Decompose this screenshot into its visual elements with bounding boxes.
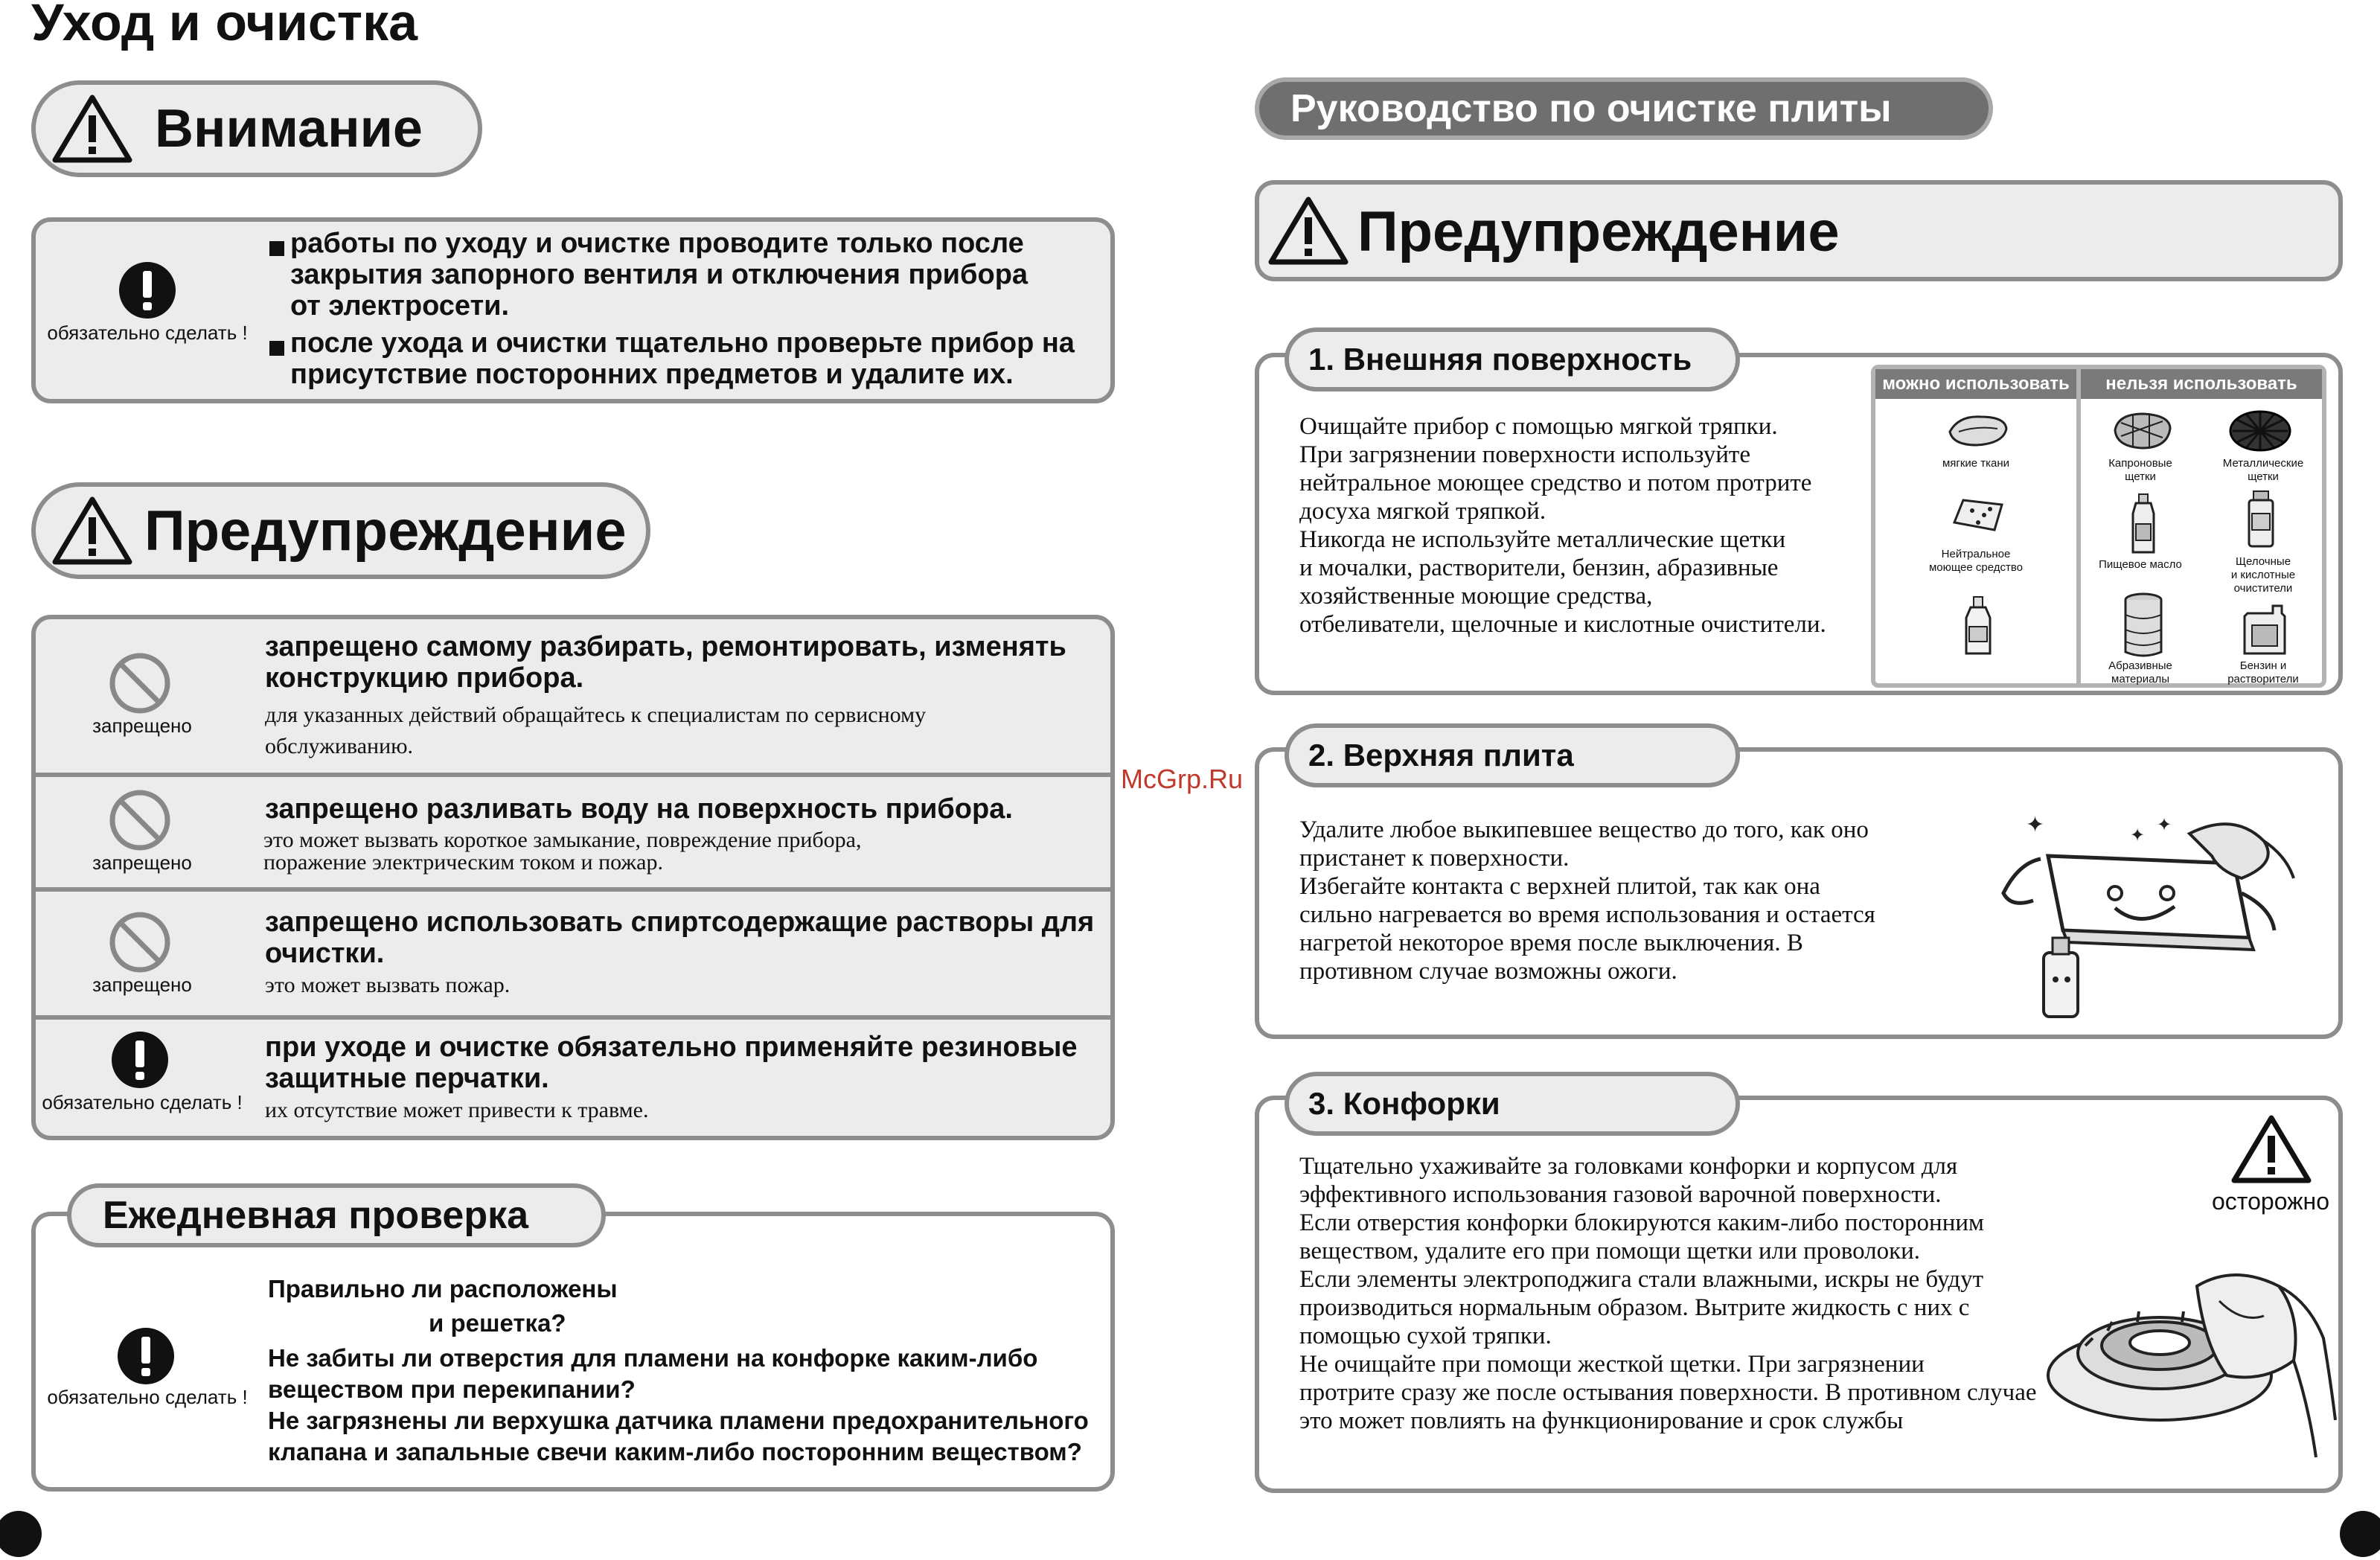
attention-item-1: работы по уходу и очистке проводите только после закрытия запорного вентиля и отключения прибора от электросети. — [290, 228, 1029, 322]
section-1-title: 1. Внешняя поверхность — [1308, 342, 1692, 377]
warning-triangle-icon — [52, 93, 132, 164]
svg-text:✦: ✦ — [2130, 825, 2146, 845]
prohibited-label: запрещено — [92, 974, 192, 996]
page-title: Уход и очистка — [31, 0, 418, 51]
section-1-header — [1285, 327, 1740, 391]
warning-table — [31, 615, 1115, 1140]
section-1-text: Очищайте прибор с помощью мягкой тряпки. При загрязнении поверхности используйте нейтральное моющее средство и потом протрите досуха мягкой тряпкой. Никогда не используйте металлические щетки и мочалки, растворители, бензин, абразивные хозяйственные моющие средства, отбеливатели, щелочные и кислотные очистители. — [1299, 413, 1826, 638]
cannot-item-3: Пищевое масло — [2099, 558, 2182, 571]
daily-question-1: Правильно ли расположены — [268, 1275, 618, 1302]
svg-text:✦: ✦ — [2026, 813, 2045, 837]
cannot-use-header: нельзя использовать — [2081, 369, 2322, 399]
can-item-1: мягкие ткани — [1942, 457, 2010, 470]
mandatory-label: обязательно сделать ! — [47, 322, 248, 344]
warning-heading-3: запрещено использовать спиртсодержащие растворы для очистки. — [265, 907, 1095, 969]
cannot-item-1: Капроновые щетки — [2108, 457, 2172, 483]
cooktop-cleaning-illustration — [1996, 811, 2309, 1027]
warning-text-4: их отсутствие может привести к травме. — [265, 1098, 649, 1122]
warning-triangle-icon — [52, 495, 132, 566]
attention-title: Внимание — [155, 99, 423, 159]
prohibited-icon — [109, 652, 171, 715]
cannot-item-4: Щелочные и кислотные очистители — [2230, 555, 2296, 595]
can-use-header: можно использовать — [1875, 369, 2076, 399]
prohibited-icon — [109, 789, 171, 851]
section-2-box — [1255, 747, 2343, 1039]
oil-bottle-icon — [2125, 493, 2161, 555]
guide-title: Руководство по очистке плиты — [1290, 87, 1892, 130]
warning-heading-1: запрещено самому разбирать, ремонтировать, изменять конструкцию прибора. — [265, 631, 1066, 694]
nylon-brush-icon — [2111, 408, 2175, 454]
warning-text-1: для указанных действий обращайтесь к специалистам по сервисному обслуживанию. — [265, 703, 927, 758]
caution-triangle-icon — [2231, 1113, 2312, 1185]
prohibited-label: запрещено — [92, 715, 192, 737]
metal-brush-icon — [2227, 406, 2294, 455]
section-3-title: 3. Конфорки — [1308, 1086, 1500, 1121]
section-3-header — [1285, 1072, 1740, 1136]
daily-check-box — [31, 1212, 1115, 1492]
attention-header — [31, 80, 482, 177]
warning-text-3: это может вызвать пожар. — [265, 973, 511, 997]
detergent-bottle-icon — [1962, 595, 1994, 658]
section-2-header — [1285, 723, 1740, 787]
warning-triangle-icon — [1268, 195, 1349, 266]
section-2-text: Удалите любое выкипевшее вещество до того, как оно пристанет к поверхности. Избегайте контакта с верхней плитой, так как она сильно нагревается во время использования и остается нагретой некоторое время после выключения. В противном случае возможны ожоги. — [1299, 816, 1875, 985]
daily-check-header — [67, 1183, 606, 1247]
daily-check-title: Ежедневная проверка — [103, 1194, 529, 1237]
attention-item-2: после ухода и очистки тщательно проверьте прибор на присутствие посторонних предметов и удалите их. — [290, 327, 1075, 390]
warning-text-2: это может вызвать короткое замыкание, повреждение прибора, поражение электрическим током и пожар. — [263, 828, 862, 875]
fuel-canister-icon — [2240, 601, 2289, 656]
row-divider — [36, 1015, 1110, 1020]
abrasive-can-icon — [2121, 592, 2166, 659]
right-warning-header — [1255, 180, 2343, 281]
list-bullet — [269, 241, 284, 256]
caution-label: осторожно — [2212, 1188, 2329, 1215]
list-bullet — [269, 341, 284, 356]
mandatory-icon — [110, 1030, 170, 1090]
warning-title: Предупреждение — [144, 499, 627, 563]
sponge-icon — [1950, 493, 2006, 540]
daily-question-2: Не забиты ли отверстия для пламени на конфорке каким-либо веществом при перекипании? — [268, 1344, 1038, 1403]
guide-title-pill — [1255, 77, 1993, 140]
attention-box — [31, 217, 1115, 403]
daily-question-3: Не загрязнены ли верхушка датчика пламени предохранительного клапана и запальные свечи каким-либо посторонним веществом? — [268, 1407, 1089, 1465]
soft-cloth-icon — [1944, 409, 2011, 453]
row-divider — [36, 773, 1110, 777]
section-3-text: Тщательно ухаживайте за головками конфорки и корпусом для эффективного использования газовой варочной поверхности. Если отверстия конфорки блокируются каким-либо посторонним веществом, удалите его при помощи щетки или проволоки. Если элементы электроподжига стали влажными, искры не будут производиться нормальным образом. Вытрите жидкость с них с помощью сухой тряпки. Не очищайте при помощи жесткой щетки. При загрязнении протрите сразу же после остывания поверхности. В противном случае это может повлиять на функционирование и срок службы — [1299, 1153, 2037, 1434]
warning-header — [31, 482, 650, 579]
cannot-item-5: Абразивные материалы — [2108, 659, 2172, 685]
mandatory-icon — [118, 260, 177, 320]
warning-heading-2: запрещено разливать воду на поверхность прибора. — [265, 793, 1013, 825]
svg-text:✦: ✦ — [2157, 815, 2172, 835]
warning-heading-4: при уходе и очистке обязательно применяйте резиновые защитные перчатки. — [265, 1032, 1078, 1094]
mandatory-icon — [116, 1326, 176, 1386]
daily-question-1b: и решетка? — [429, 1309, 566, 1337]
prohibited-icon — [109, 911, 171, 974]
mandatory-label: обязательно сделать ! — [42, 1091, 243, 1113]
cannot-item-2: Металлические щетки — [2222, 457, 2304, 483]
page-corner-dot — [2340, 1511, 2380, 1557]
watermark: McGrp.Ru — [1121, 764, 1244, 794]
mandatory-label: обязательно сделать ! — [47, 1386, 248, 1408]
cannot-item-6: Бензин и растворители — [2227, 659, 2299, 685]
burner-cleaning-illustration — [2041, 1234, 2338, 1487]
materials-table — [1871, 365, 2326, 688]
prohibited-label: запрещено — [92, 851, 192, 874]
right-warning-title: Предупреждение — [1357, 200, 1840, 263]
cleaner-bottle-icon — [2245, 490, 2277, 549]
section-2-title: 2. Верхняя плита — [1308, 738, 1574, 773]
section-3-box — [1255, 1096, 2343, 1493]
section-1-box — [1255, 353, 2343, 695]
column-divider — [2076, 369, 2081, 683]
page-corner-dot — [0, 1511, 42, 1557]
row-divider — [36, 887, 1110, 892]
can-item-2: Нейтральное моющее средство — [1928, 548, 2024, 574]
